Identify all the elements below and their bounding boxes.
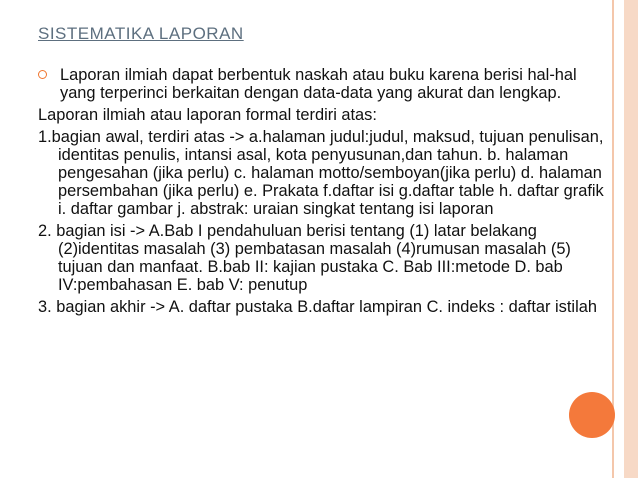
bullet-item [38,66,605,102]
bullet-text: Laporan ilmiah dapat berbentuk naskah atau buku karena berisi hal-hal yang terperinci berkaitan dengan data-data yang akurat dan lengkap. [60,66,577,102]
right-decorative-bar [624,0,638,478]
slide-title: SISTEMATIKA LAPORAN [38,24,244,43]
slide-body [38,66,605,320]
decorative-orange-circle [569,392,615,438]
section-item-2: 2. bagian isi -> A.Bab I pendahuluan berisi tentang (1) latar belakang (2)identitas masalah (3) pembatasan masalah (4)rumusan masalah (5) tujuan dan manfaat. B.bab II: kajian pustaka C. Bab III:metode D. bab IV:pembahasan E. bab V: penutup [38,222,571,294]
intro-text: Laporan ilmiah atau laporan formal terdiri atas: [38,106,377,124]
section-item-3: 3. bagian akhir -> A. daftar pustaka B.daftar lampiran C. indeks : daftar istilah [38,298,597,316]
section-item-1: 1.bagian awal, terdiri atas -> a.halaman judul:judul, maksud, tujuan penulisan, identitas penulis, intansi asal, kota penyusunan,dan tahun. b. halaman pengesahan (jika perlu) c. halaman motto/semboyan(jika perlu) d. halaman persembahan (jika perlu) e. Prakata f.daftar isi g.daftar table h. daftar grafik i. daftar gambar j. abstrak: uraian singkat tentang isi laporan [38,128,604,218]
bullet-circle-icon [38,70,47,79]
